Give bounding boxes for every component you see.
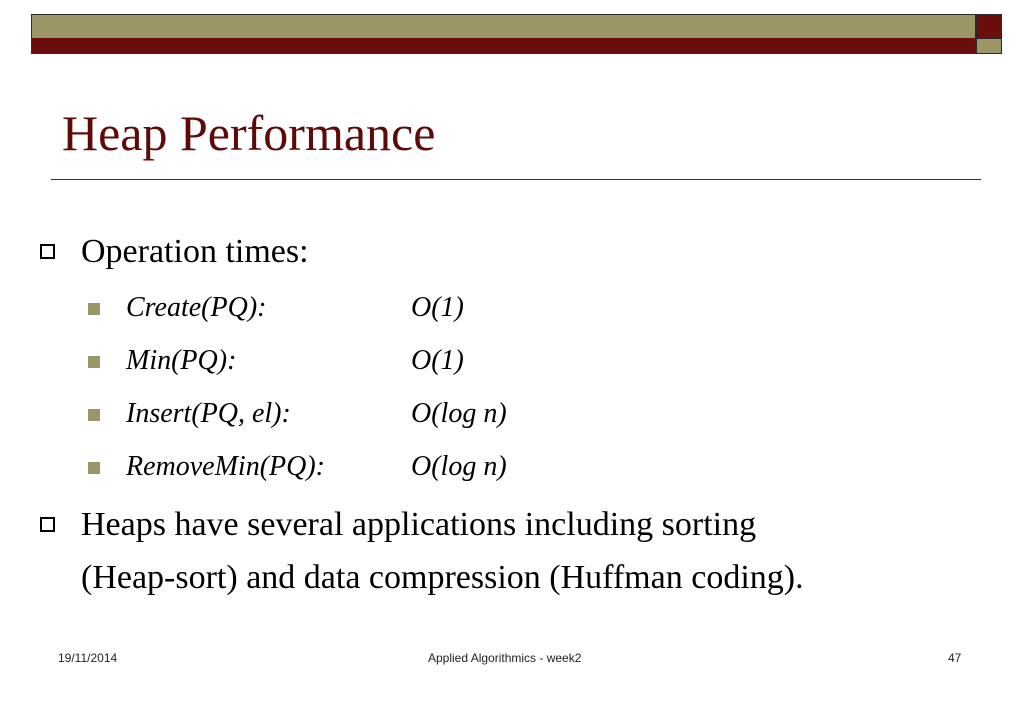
footer-course: Applied Algorithmics - week2	[428, 651, 582, 665]
operation-cost: O(1)	[411, 292, 464, 323]
banner-olive-band	[32, 15, 975, 38]
banner-maroon-band	[32, 38, 975, 53]
bullet-text: Operation times:	[81, 233, 309, 270]
operation-name: Min(PQ):	[126, 345, 237, 376]
hollow-square-bullet-icon	[40, 517, 55, 532]
footer-page-number: 47	[948, 651, 962, 665]
filled-square-bullet-icon	[88, 303, 100, 315]
hollow-square-bullet-icon	[40, 244, 55, 259]
banner-corner-olive	[976, 38, 1002, 54]
title-divider	[51, 179, 981, 180]
operation-cost: O(log n)	[411, 398, 507, 429]
header-banner	[31, 14, 976, 54]
operation-cost: O(log n)	[411, 451, 507, 482]
banner-corner-maroon	[976, 14, 1002, 38]
filled-square-bullet-icon	[88, 409, 100, 421]
filled-square-bullet-icon	[88, 356, 100, 368]
footer-date: 19/11/2014	[58, 651, 118, 665]
operation-name: Insert(PQ, el):	[126, 398, 291, 429]
operation-name: Create(PQ):	[126, 292, 267, 323]
bullet-text-line1: Heaps have several applications including sorting	[81, 506, 757, 543]
slide-title: Heap Performance	[62, 105, 436, 161]
operation-name: RemoveMin(PQ):	[126, 451, 326, 482]
filled-square-bullet-icon	[88, 462, 100, 474]
operation-cost: O(1)	[411, 345, 464, 376]
bullet-text-line2: (Heap-sort) and data compression (Huffman coding).	[81, 559, 804, 596]
